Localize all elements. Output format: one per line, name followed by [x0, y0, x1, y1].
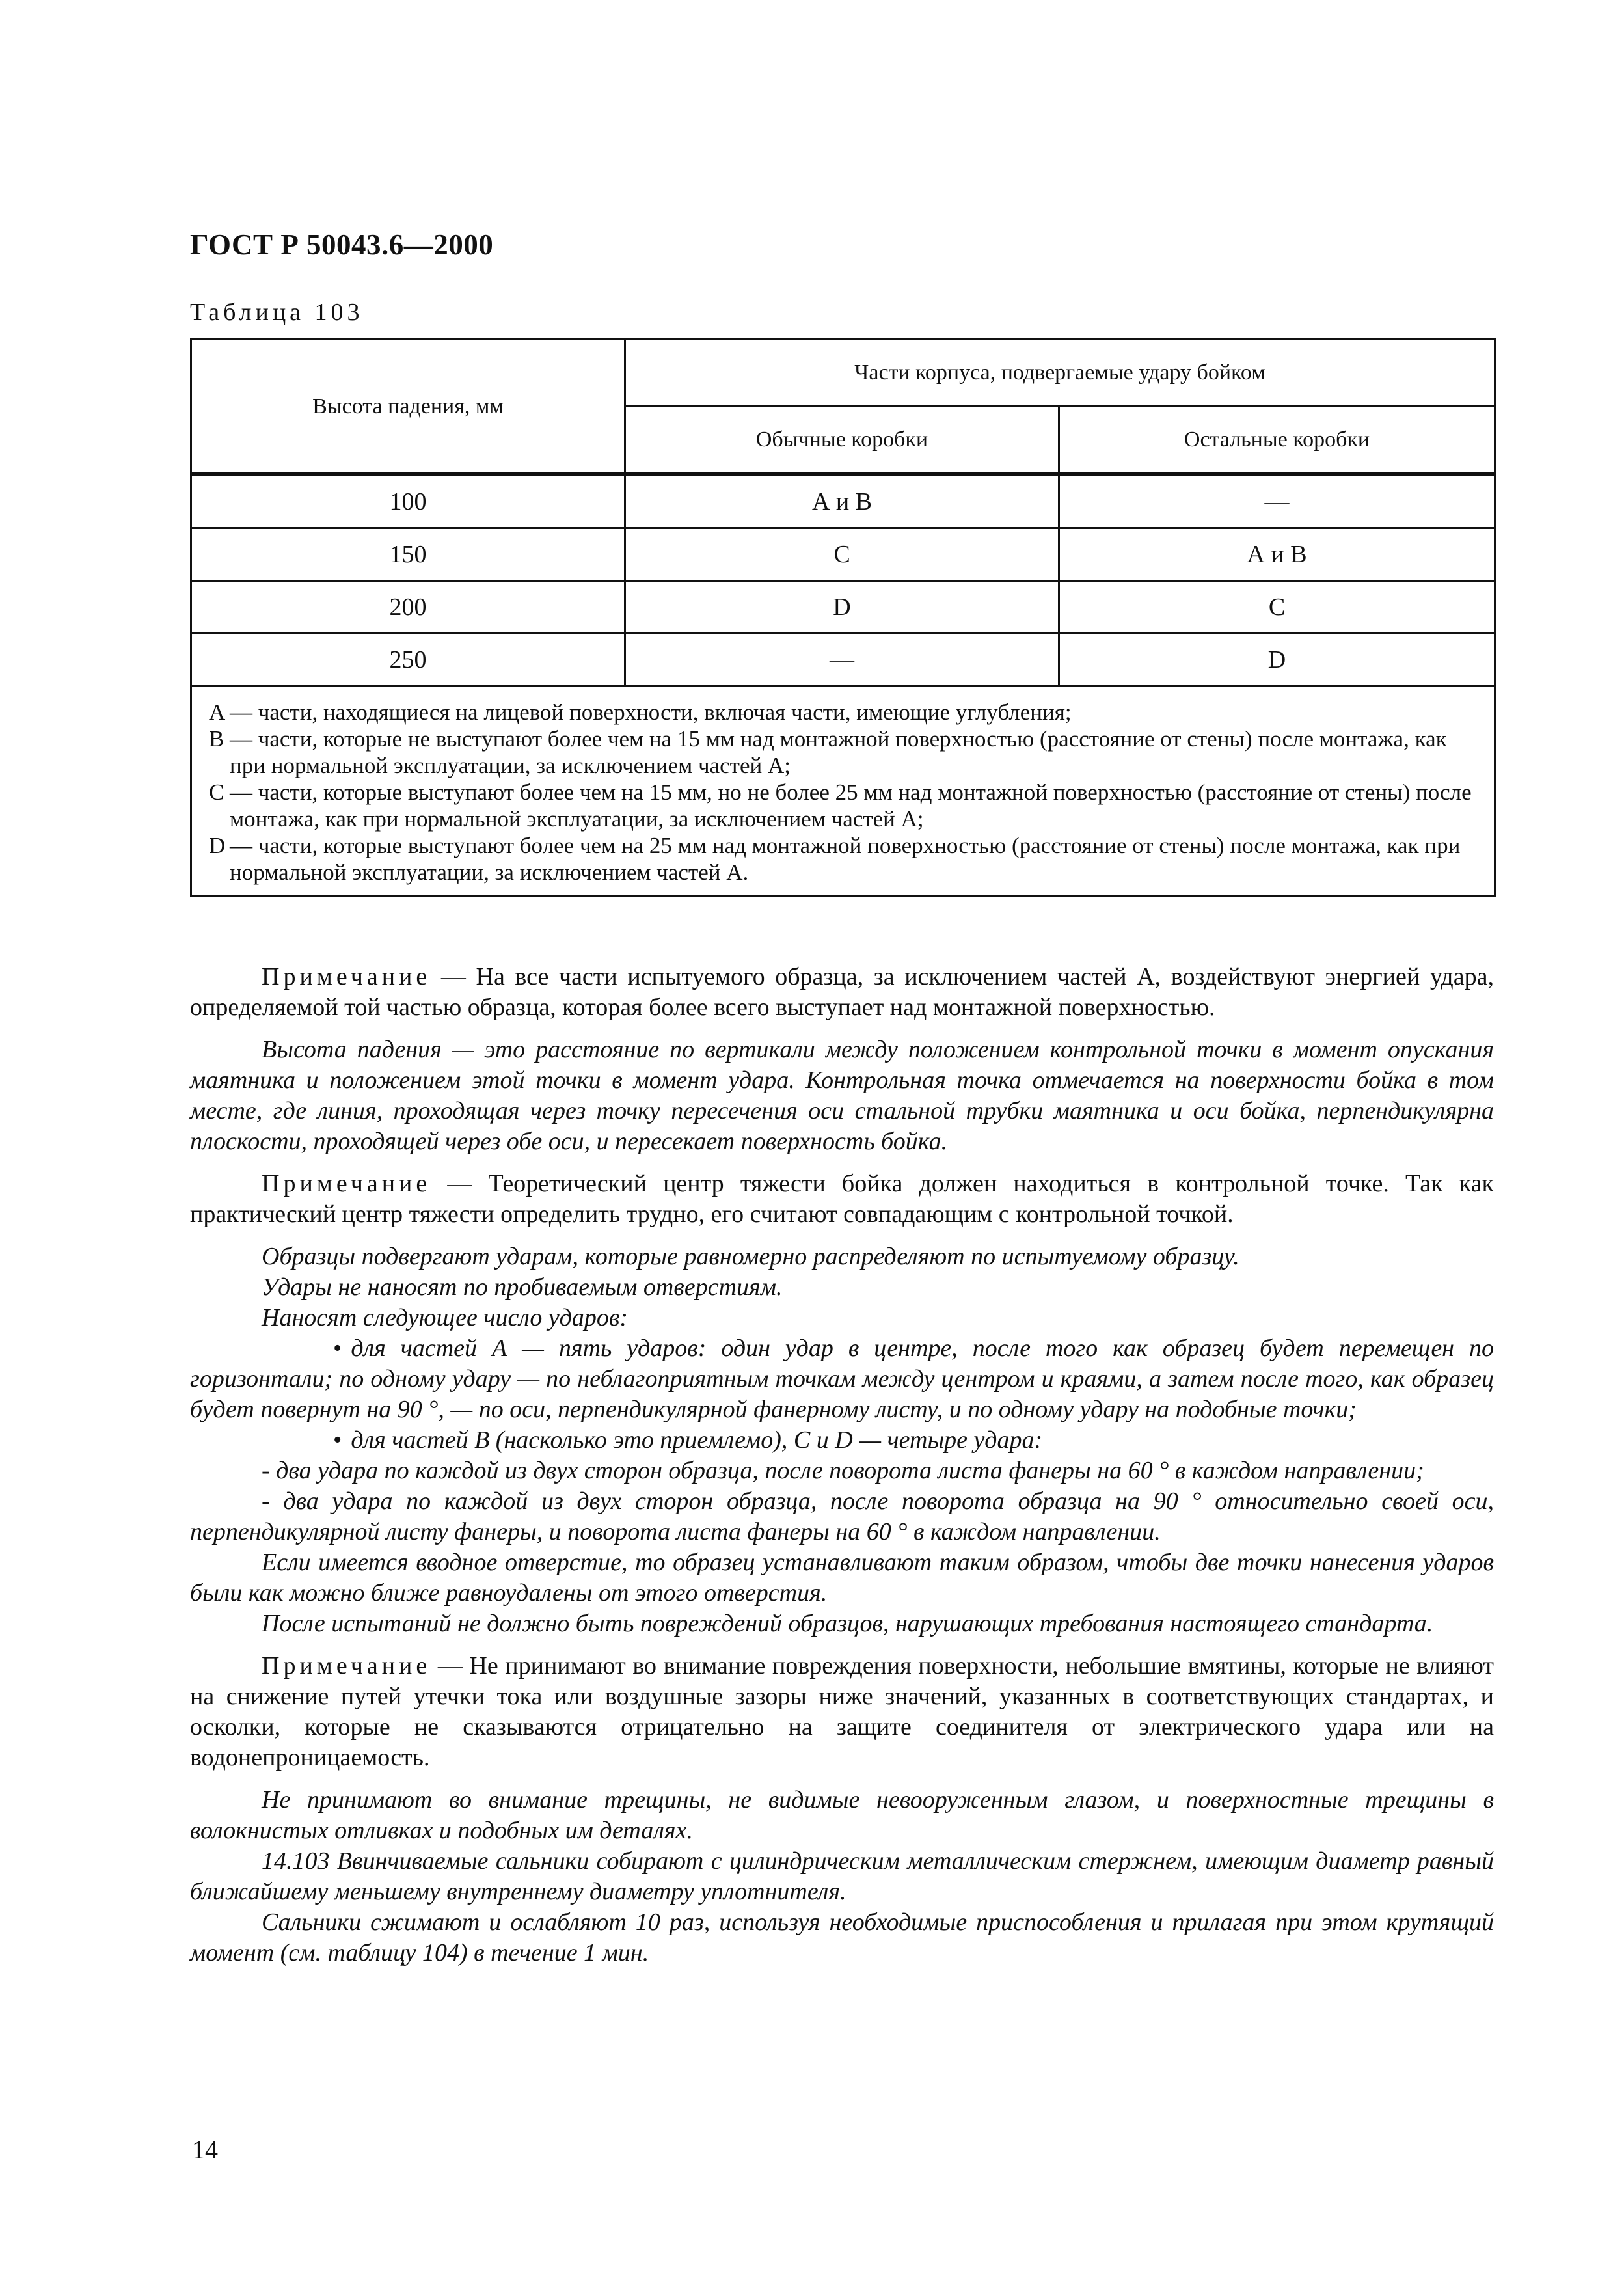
cell-height: 150: [191, 528, 625, 581]
paragraph: Не принимают во внимание трещины, не видимые невооруженным глазом, и поверхностные трещины в волокнистых отливках и подобных им деталях.: [190, 1786, 1494, 1844]
paragraph: Образцы подвергают ударам, которые равномерно распределяют по испытуемому образцу.: [262, 1243, 1239, 1270]
table-caption: Таблица 103: [190, 299, 364, 326]
note-text: — Теоретический центр тяжести бойка должен находиться в контрольной точке. Так как практический центр тяжести определить трудно, его считают совпадающим с контрольной точкой.: [190, 1170, 1494, 1228]
legend-text: — части, которые выступают более чем на 15 мм, но не более 25 мм над монтажной поверхностью (расстояние от стены) после монтажа, как при нормальной эксплуатации, за исключением частей А;: [230, 780, 1472, 832]
bullet-text: для частей А — пять ударов: один удар в центре, после того как образец будет перемещен по горизонтали; по одному удару — по неблагоприятным точкам между центром и краями, а затем после того, как образец будет повернут на 90 °, — по оси, перпендикулярной фанерному листу, и по одному удару на подобные точки;: [190, 1335, 1494, 1423]
legend-text: — части, находящиеся на лицевой поверхности, включая части, имеющие углубления;: [230, 700, 1072, 725]
header-drop-height: Высота падения, мм: [191, 340, 625, 475]
cell-other: —: [1059, 474, 1495, 528]
bullet-icon: •: [333, 1335, 342, 1362]
legend-item: [209, 832, 1477, 886]
note-paragraph: [190, 1651, 1494, 1773]
section-14-103: 14.103 Ввинчиваемые сальники собирают с цилиндрическим металлическим стержнем, имеющим диаметр равный ближайшему меньшему внутреннему диаметру уплотнителя.: [190, 1847, 1494, 1905]
paragraph: Если имеется вводное отверстие, то образец устанавливают таким образом, чтобы две точки нанесения ударов были как можно ближе равноудалены от этого отверстия.: [190, 1549, 1494, 1607]
paragraph: Сальники сжимают и ослабляют 10 раз, используя необходимые приспособления и прилагая при этом крутящий момент (см. таблицу 104) в течение 1 мин.: [190, 1909, 1494, 1966]
dash-item: - два удара по каждой из двух сторон образца, после поворота образца на 90 ° относительно своей оси, перпендикулярной листу фанеры, и поворота листа фанеры на 60 ° в каждом направлении.: [190, 1488, 1494, 1545]
legend-key: С: [209, 780, 224, 805]
cell-regular: —: [625, 634, 1059, 687]
header-parts-group: Части корпуса, подвергаемые удару бойком: [625, 340, 1495, 407]
cell-other: D: [1059, 634, 1495, 687]
table-row: [191, 474, 1495, 528]
cell-regular: А и В: [625, 474, 1059, 528]
bullet-icon: •: [333, 1426, 342, 1454]
legend-key: В: [209, 726, 224, 752]
paragraph: Удары не наносят по пробиваемым отверстиям.: [262, 1273, 783, 1301]
page-number: 14: [192, 2135, 218, 2164]
legend-item: [209, 726, 1477, 779]
legend-text: — части, которые выступают более чем на 25 мм над монтажной поверхностью (расстояние от стены) после монтажа, как при нормальной эксплуатации, за исключением частей А.: [230, 833, 1461, 885]
legend-key: D: [209, 833, 226, 858]
header-other-boxes: Остальные коробки: [1059, 407, 1495, 475]
cell-regular: D: [625, 581, 1059, 634]
legend-key: А: [209, 700, 226, 725]
cell-other: А и В: [1059, 528, 1495, 581]
drop-height-definition: Высота падения — это расстояние по вертикали между положением контрольной точки в момент опускания маятника и положением этой точки в момент удара. Контрольная точка отмечается на поверхности бойка в том месте, где линия, проходящая через точку пересечения оси стальной трубки маятника и оси бойка, перпендикулярна плоскости, проходящей через обе оси, и пересекает поверхность бойка.: [190, 1036, 1494, 1155]
legend-item: [209, 779, 1477, 832]
table-row: [191, 581, 1495, 634]
body-text: [190, 962, 1494, 1968]
bullet-item: [190, 1333, 1494, 1425]
note-label: Примечание: [262, 1170, 431, 1197]
note-paragraph: [190, 962, 1494, 1023]
cell-height: 200: [191, 581, 625, 634]
cell-regular: С: [625, 528, 1059, 581]
note-label: Примечание: [262, 1652, 431, 1679]
bullet-item: [190, 1425, 1494, 1456]
table-legend: [191, 687, 1495, 896]
table-row: [191, 634, 1495, 687]
paragraph: Наносят следующее число ударов:: [262, 1304, 628, 1331]
note-label: Примечание: [262, 963, 431, 990]
note-text: — На все части испытуемого образца, за исключением частей А, воздействуют энергией удара, определяемой той частью образца, которая более всего выступает над монтажной поверхностью.: [190, 963, 1494, 1021]
impact-table-wrap: [190, 338, 1494, 897]
dash-item: - два удара по каждой из двух сторон образца, после поворота листа фанеры на 60 ° в каждом направлении;: [262, 1457, 1424, 1484]
header-regular-boxes: Обычные коробки: [625, 407, 1059, 475]
cell-height: 250: [191, 634, 625, 687]
bullet-text: для частей В (насколько это приемлемо), С и D — четыре удара:: [351, 1426, 1043, 1454]
table-row: [191, 528, 1495, 581]
legend-item: [209, 699, 1477, 726]
paragraph: После испытаний не должно быть повреждений образцов, нарушающих требования настоящего стандарта.: [262, 1610, 1433, 1637]
cell-height: 100: [191, 474, 625, 528]
legend-text: — части, которые не выступают более чем на 15 мм над монтажной поверхностью (расстояние от стены) после монтажа, как при нормальной эксплуатации, за исключением частей А;: [230, 726, 1447, 778]
note-text: — Не принимают во внимание повреждения поверхности, небольшие вмятины, которые не влияют на снижение путей утечки тока или воздушные зазоры ниже значений, указанных в соответствующих стандартах, и осколки, которые не сказываются отрицательно на защите соединителя от электрического удара или на водонепроницаемость.: [190, 1652, 1494, 1771]
page-title: ГОСТ Р 50043.6—2000: [190, 228, 494, 261]
note-paragraph: [190, 1169, 1494, 1230]
cell-other: С: [1059, 581, 1495, 634]
impact-table: [190, 338, 1496, 897]
